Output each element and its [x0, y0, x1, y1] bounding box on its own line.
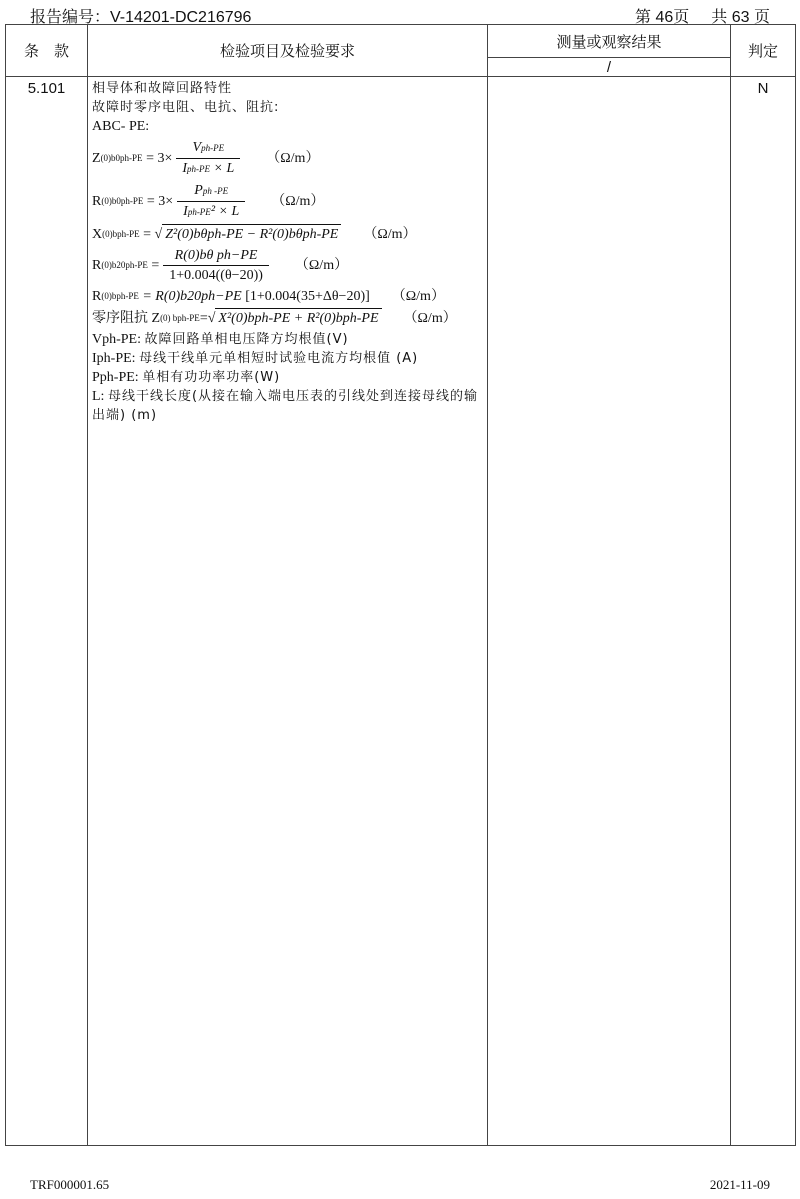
verdict: N — [731, 77, 796, 1146]
def-p: Pph-PE: 单相有功功率功率(W) — [92, 370, 281, 385]
formula-z0: Z (0)b0ph-PE = 3× $\frac{\text{Vph-PE}}{\text{Iph-PE × L}}$ （Ω/m） — [92, 138, 483, 179]
header-item: 检验项目及检验要求 — [88, 25, 488, 77]
header-result-sub: / — [488, 58, 731, 77]
req-title: 相导体和故障回路特性 — [92, 81, 233, 96]
req-subtitle: 故障时零序电阻、电抗、阻抗: — [92, 100, 280, 115]
req-abc: ABC- PE: — [92, 119, 150, 134]
result-cell — [488, 77, 731, 1146]
formula-r20: R (0)b20ph-PE = $\frac{\text{R(0)bθ ph−PE}}{1+0.004((\theta-20))}$ （Ω/m） — [92, 248, 349, 283]
def-l: L: 母线干线长度(从接在输入端电压表的引线处到连接母线的输出端) (m) — [92, 389, 479, 423]
def-i: Iph-PE: 母线干线单元单相短时试验电流方均根值 (A) — [92, 351, 419, 366]
header-result: 测量或观察结果 — [488, 25, 731, 58]
page-number: 第 46页 — [635, 9, 690, 26]
formula-x: X (0)bph-PE = √ Z²(0)bθph-PE − R²(0)bθph-PE （Ω/m） — [92, 224, 483, 244]
requirement-cell — [88, 77, 488, 1146]
report-number: 报告编号：V-14201-DC216796 — [30, 9, 252, 26]
formula-r0: R (0)b0ph-PE = 3× $\frac{\text{Pph -PE}}{\text{Iph-PE² × L}}$ （Ω/m） — [92, 181, 483, 222]
inspection-table — [5, 24, 796, 1146]
page-total: 共 63 页 — [711, 9, 770, 26]
formula-r: R (0)bph-PE = R(0)b20ph−PE [1+0.004(35+Δθ−20)] （Ω/m） — [92, 289, 445, 304]
header-verdict: 判定 — [731, 25, 796, 77]
clause-number: 5.101 — [6, 77, 88, 1146]
form-date: 2021-11-09 — [709, 1177, 770, 1192]
header-clause: 条 款 — [6, 25, 88, 77]
def-v: Vph-PE: 故障回路单相电压降方均根值(V) — [92, 332, 349, 347]
formula-z-zero-seq: 零序阻抗 Z (0) bph-PE =√ X²(0)bph-PE + R²(0)bph-PE （Ω/m） — [92, 308, 483, 328]
form-number: TRF000001.65 — [30, 1177, 110, 1192]
